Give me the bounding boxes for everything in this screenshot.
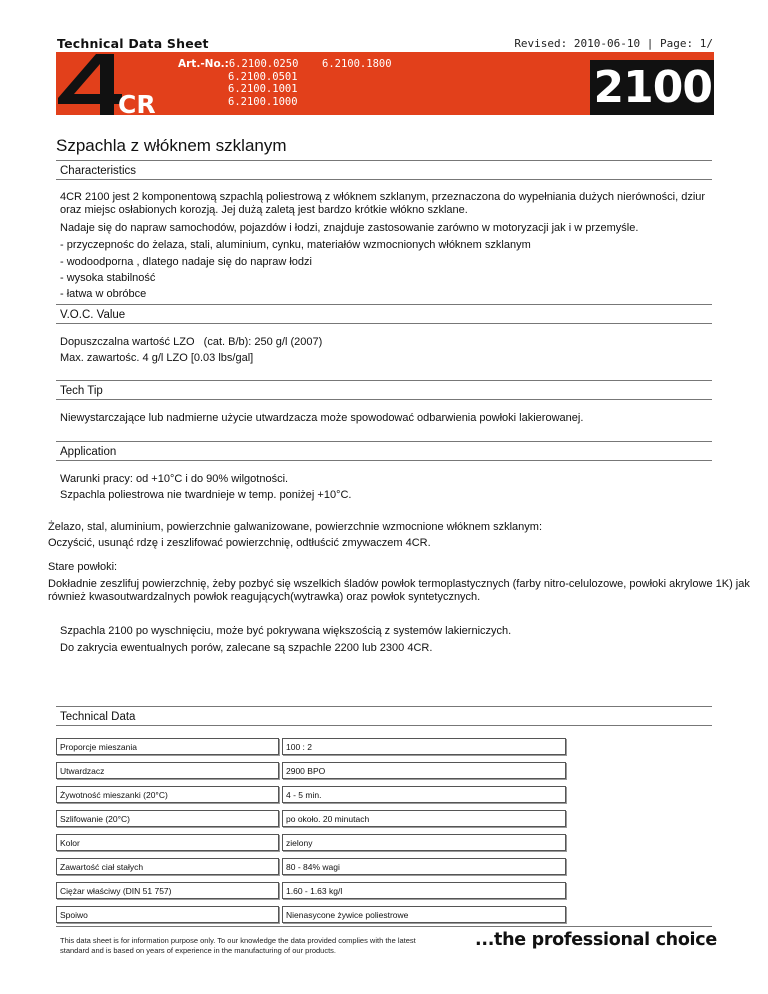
revision-info: Revised: 2010-06-10 | Page: 1/: [514, 37, 713, 50]
characteristics-bullet-2: - wodoodporna , dlatego nadaje się do napraw łodzi: [60, 256, 312, 268]
characteristics-bullet-1: - przyczepnośc do żelaza, stali, aluminium, cynku, materiałów wzmocnionych włóknem szklanym: [60, 239, 531, 251]
article-numbers: [178, 58, 298, 108]
art-no-1: 6.2100.0250: [228, 58, 299, 70]
table-label: Szlifowanie (20°C): [56, 810, 279, 827]
table-value: 2900 BPO: [282, 762, 566, 779]
table-row: [56, 906, 566, 923]
characteristics-bullet-3: - wysoka stabilność: [60, 272, 156, 284]
table-row: [56, 834, 566, 851]
table-value: 80 - 84% wagi: [282, 858, 566, 875]
table-row: [56, 762, 566, 779]
table-value: zielony: [282, 834, 566, 851]
table-label: Żywotność mieszanki (20°C): [56, 786, 279, 803]
section-heading-voc: V.O.C. Value: [56, 304, 712, 324]
table-value: 4 - 5 min.: [282, 786, 566, 803]
table-row: [56, 882, 566, 899]
characteristics-paragraph-1: 4CR 2100 jest 2 komponentową szpachlą poliestrową z włóknem szklanym, przeznaczona do wypełniania dużych nierówności, dziur oraz miejsc osłabionych korozją. Jej dużą zaletą jest bardzo krótkie włókno szklane.: [60, 191, 706, 216]
application-paragraph-1: Warunki pracy: od +10°C i do 90% wilgotności.: [60, 473, 289, 485]
document-type: Technical Data Sheet: [57, 36, 209, 51]
table-label: Spoiwo: [56, 906, 279, 923]
art-no-2: 6.2100.0501: [228, 70, 298, 83]
characteristics-bullet-4: - łatwa w obróbce: [60, 288, 147, 300]
application-paragraph-5: Stare powłoki:: [48, 561, 118, 573]
application-paragraph-6: Dokładnie zeszlifuj powierzchnię, żeby pozbyć się wszelkich śladów powłok termoplastycznych (farby nitro-celulozowe, powłoki akrylowe 1K) jak również kwasoutwardzalnych powłok reagujących(wytrawka) oraz powłok syntetycznych.: [48, 578, 750, 603]
table-value: Nienasycone żywice poliestrowe: [282, 906, 566, 923]
section-heading-tech-tip: Tech Tip: [56, 380, 712, 400]
section-heading-characteristics: Characteristics: [56, 160, 712, 180]
footer-slogan: ...the professional choice: [475, 930, 717, 950]
table-label: Utwardzacz: [56, 762, 279, 779]
voc-paragraph-1: Dopuszczalna wartość LZO (cat. B/b): 250 g/l (2007): [60, 336, 323, 348]
table-label: Ciężar właściwy (DIN 51 757): [56, 882, 279, 899]
page-title: Szpachla z włóknem szklanym: [56, 136, 287, 155]
table-label: Zawartość ciał stałych: [56, 858, 279, 875]
logo-cr-text: CR: [118, 90, 156, 115]
section-heading-technical-data: Technical Data: [56, 706, 712, 726]
art-no-5: 6.2100.1800: [322, 58, 392, 70]
application-paragraph-8: Do zakrycia ewentualnych porów, zalecane są szpachle 2200 lub 2300 4CR.: [60, 642, 433, 654]
tech-tip-paragraph: Niewystarczające lub nadmierne użycie utwardzacza może spowodować odbarwienia powłoki lakierowanej.: [60, 412, 584, 424]
table-value: 100 : 2: [282, 738, 566, 755]
table-value: 1.60 - 1.63 kg/l: [282, 882, 566, 899]
art-no-4: 6.2100.1000: [228, 95, 298, 108]
footer-disclaimer: This data sheet is for information purpose only. To our knowledge the data provided complies with the latest standard and is based on years of experience in the manufacturing of our products.: [60, 936, 416, 955]
art-no-label: Art.-No.:: [178, 58, 229, 70]
table-row: [56, 738, 566, 755]
table-row: [56, 786, 566, 803]
application-paragraph-7: Szpachla 2100 po wyschnięciu, może być pokrywana większością z systemów lakierniczych.: [60, 625, 512, 637]
table-label: Kolor: [56, 834, 279, 851]
product-number-badge: 2100: [590, 60, 714, 115]
table-label: Proporcje mieszania: [56, 738, 279, 755]
brand-logo: [56, 52, 166, 115]
table-row: [56, 858, 566, 875]
table-row: [56, 810, 566, 827]
art-no-3: 6.2100.1001: [228, 83, 298, 96]
table-value: po około. 20 minutach: [282, 810, 566, 827]
characteristics-paragraph-2: Nadaje się do napraw samochodów, pojazdów i łodzi, znajduje zastosowanie zarówno w motoryzacji jak i w przemyśle.: [60, 222, 639, 234]
footer-divider: [56, 926, 712, 927]
voc-paragraph-2: Max. zawartośc. 4 g/l LZO [0.03 lbs/gal]: [60, 352, 254, 364]
application-paragraph-3: Żelazo, stal, aluminium, powierzchnie galwanizowane, powierzchnie wzmocnione włóknem szklanym:: [48, 521, 542, 533]
application-paragraph-2: Szpachla poliestrowa nie twardnieje w temp. poniżej +10°C.: [60, 489, 352, 501]
application-paragraph-4: Oczyścić, usunąć rdzę i zeszlifować powierzchnię, odtłuścić zmywaczem 4CR.: [48, 537, 431, 549]
section-heading-application: Application: [56, 441, 712, 461]
